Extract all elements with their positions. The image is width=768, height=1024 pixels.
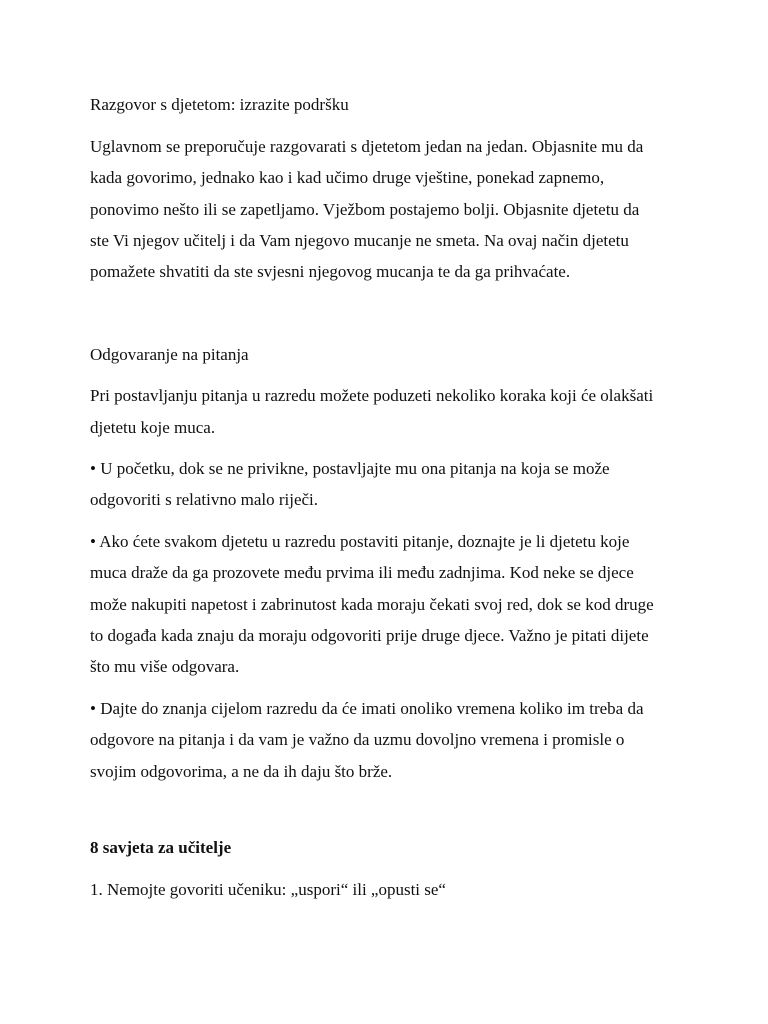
bullet-item-line: svojim odgovorima, a ne da ih daju što brže.	[90, 762, 393, 781]
bullet-item-line: muca draže da ga prozovete među prvima ili među zadnjima. Kod neke se djece	[90, 563, 634, 582]
paragraph-line: ste Vi njegov učitelj i da Vam njegovo mucanje ne smeta. Na ovaj način djetetu	[90, 231, 629, 250]
paragraph-line: pomažete shvatiti da ste svjesni njegovog mucanja te da ga prihvaćate.	[90, 262, 571, 281]
paragraph-line: ponovimo nešto ili se zapetljamo. Vježbom postajemo bolji. Objasnite djetetu da	[90, 200, 640, 219]
section-heading-razgovor: Razgovor s djetetom: izrazite podršku	[90, 95, 349, 114]
paragraph-line: Uglavnom se preporučuje razgovarati s djetetom jedan na jedan. Objasnite mu da	[90, 137, 644, 156]
bullet-item-line: može nakupiti napetost i zabrinutost kada moraju čekati svoj red, dok se kod druge	[90, 595, 654, 614]
bullet-item-line: odgovoriti s relativno malo riječi.	[90, 490, 319, 509]
bullet-item-line: • U početku, dok se ne privikne, postavljajte mu ona pitanja na koja se može	[90, 459, 610, 478]
bullet-item-line: odgovore na pitanja i da vam je važno da uzmu dovoljno vremena i promisle o	[90, 730, 625, 749]
paragraph-line: kada govorimo, jednako kao i kad učimo druge vještine, ponekad zapnemo,	[90, 168, 605, 187]
bullet-item-line: • Dajte do znanja cijelom razredu da će imati onoliko vremena koliko im treba da	[90, 699, 644, 718]
bullet-item-line: što mu više odgovara.	[90, 657, 240, 676]
section-heading-odgovaranje: Odgovaranje na pitanja	[90, 345, 249, 364]
section-heading-savjeti: 8 savjeta za učitelje	[90, 838, 232, 857]
intro-line: Pri postavljanju pitanja u razredu možete poduzeti nekoliko koraka koji će olakšati	[90, 386, 654, 405]
bullet-item-line: to događa kada znaju da moraju odgovoriti prije druge djece. Važno je pitati dijete	[90, 626, 649, 645]
intro-line: djetetu koje muca.	[90, 418, 216, 437]
numbered-item: 1. Nemojte govoriti učeniku: „uspori“ ili „opusti se“	[90, 880, 446, 899]
bullet-item-line: • Ako ćete svakom djetetu u razredu postaviti pitanje, doznajte je li djetetu koje	[90, 532, 630, 551]
